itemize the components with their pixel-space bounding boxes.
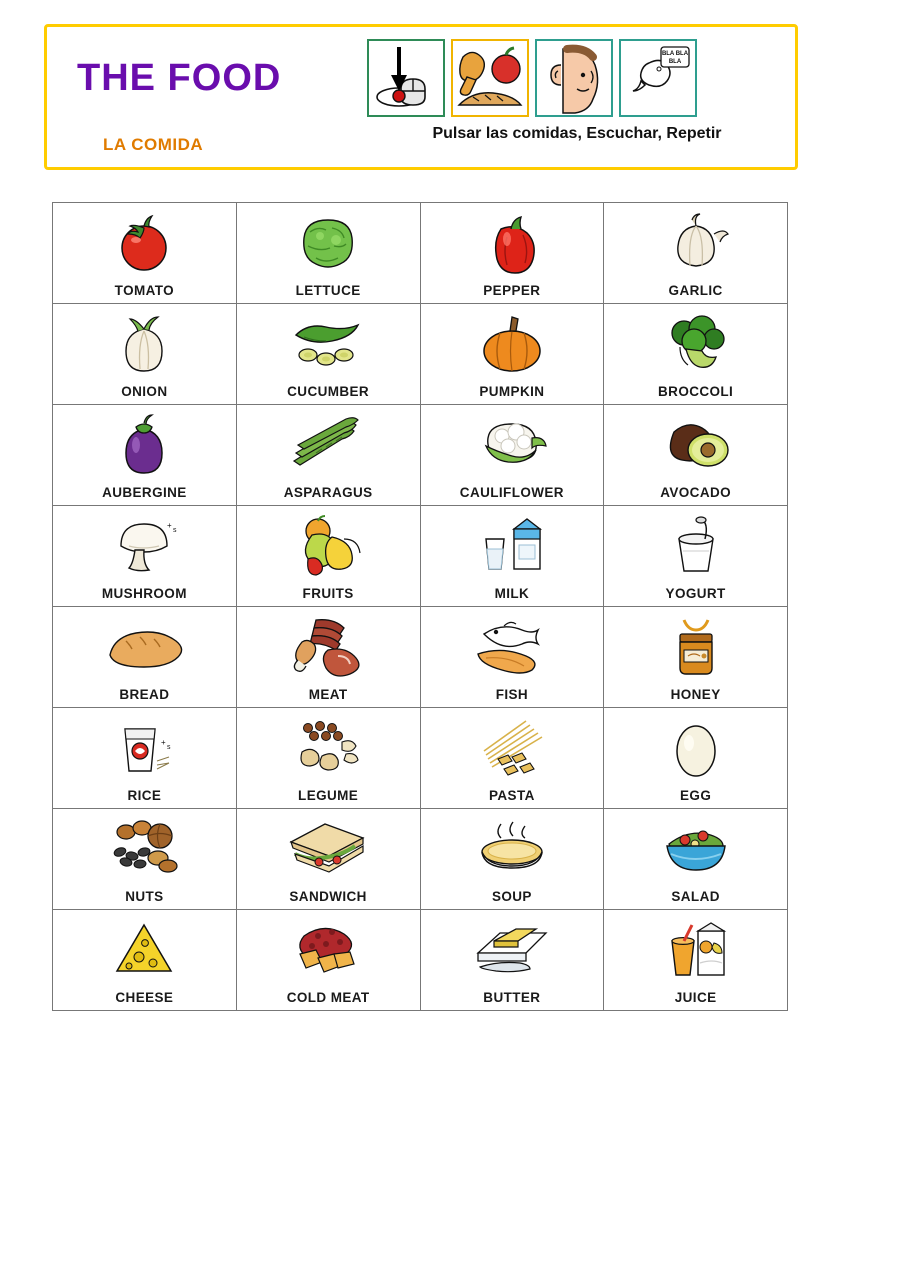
repeat-speak-icon[interactable]: [619, 39, 697, 117]
food-label: CHEESE: [115, 989, 174, 1005]
svg-text:s: s: [173, 527, 177, 535]
pasta-icon: [421, 708, 604, 789]
page-subtitle: LA COMIDA: [103, 135, 204, 154]
onion-icon: [53, 304, 236, 385]
food-cell-soup[interactable]: [421, 809, 605, 910]
fish-icon: [421, 607, 604, 688]
cold-meat-icon: [237, 910, 420, 991]
food-label: YOGURT: [665, 585, 726, 601]
food-cell-tomato[interactable]: [53, 203, 237, 304]
page-title: THE FOOD: [77, 57, 282, 99]
food-cell-honey[interactable]: [604, 607, 788, 708]
food-label: NUTS: [125, 888, 164, 904]
avocado-icon: [604, 405, 787, 486]
food-label: PUMPKIN: [479, 383, 545, 399]
food-cell-mushroom[interactable]: [53, 506, 237, 607]
rice-icon: [53, 708, 236, 789]
food-label: ASPARAGUS: [283, 484, 373, 500]
food-cell-salad[interactable]: [604, 809, 788, 910]
food-cell-juice[interactable]: [604, 910, 788, 1011]
milk-icon: [421, 506, 604, 587]
food-label: JUICE: [674, 989, 717, 1005]
food-label: AUBERGINE: [102, 484, 187, 500]
food-label: SANDWICH: [289, 888, 367, 904]
honey-icon: [604, 607, 787, 688]
nuts-icon: [53, 809, 236, 890]
juice-icon: [604, 910, 787, 991]
food-cell-pasta[interactable]: [421, 708, 605, 809]
food-cell-onion[interactable]: [53, 304, 237, 405]
food-label: FISH: [495, 686, 529, 702]
food-cell-avocado[interactable]: [604, 405, 788, 506]
salad-icon: [604, 809, 787, 890]
food-cell-egg[interactable]: [604, 708, 788, 809]
food-label: MILK: [494, 585, 530, 601]
food-label: FRUITS: [302, 585, 354, 601]
instruction-text: Pulsar las comidas, Escuchar, Repetir: [432, 125, 722, 142]
food-cell-pepper[interactable]: [421, 203, 605, 304]
food-cell-fruits[interactable]: [237, 506, 421, 607]
food-label: CAULIFLOWER: [459, 484, 564, 500]
food-label: EGG: [680, 787, 712, 803]
food-label: SOUP: [491, 888, 532, 904]
butter-icon: [421, 910, 604, 991]
food-cell-legume[interactable]: [237, 708, 421, 809]
cucumber-icon: [237, 304, 420, 385]
sandwich-icon: [237, 809, 420, 890]
food-cell-cheese[interactable]: [53, 910, 237, 1011]
food-label: BREAD: [119, 686, 170, 702]
food-label: SALAD: [671, 888, 720, 904]
food-label: GARLIC: [668, 282, 723, 298]
food-label: MUSHROOM: [101, 585, 187, 601]
food-cell-fish[interactable]: [421, 607, 605, 708]
food-label: MEAT: [308, 686, 348, 702]
food-label: BUTTER: [483, 989, 541, 1005]
header-icon-row: [367, 39, 697, 117]
food-label: PEPPER: [483, 282, 541, 298]
meat-icon: [237, 607, 420, 688]
food-label: AVOCADO: [660, 484, 732, 500]
broccoli-icon: [604, 304, 787, 385]
aubergine-icon: [53, 405, 236, 486]
food-cell-bread[interactable]: [53, 607, 237, 708]
svg-text:s: s: [167, 744, 171, 752]
mouse-click-icon[interactable]: [367, 39, 445, 117]
food-cell-butter[interactable]: [421, 910, 605, 1011]
food-cell-nuts[interactable]: [53, 809, 237, 910]
legume-icon: [237, 708, 420, 789]
food-cell-lettuce[interactable]: [237, 203, 421, 304]
listen-ear-icon[interactable]: [535, 39, 613, 117]
asparagus-icon: [237, 405, 420, 486]
header-banner: [44, 24, 798, 170]
garlic-icon: [604, 203, 787, 284]
lettuce-icon: [237, 203, 420, 284]
food-label: HONEY: [670, 686, 721, 702]
food-label: CUCUMBER: [287, 383, 370, 399]
mushroom-icon: [53, 506, 236, 587]
food-label: PASTA: [489, 787, 535, 803]
food-cell-cucumber[interactable]: [237, 304, 421, 405]
food-cell-yogurt[interactable]: [604, 506, 788, 607]
svg-text:BLA BLA: BLA BLA: [661, 51, 689, 57]
fruits-icon: [237, 506, 420, 587]
food-cell-milk[interactable]: [421, 506, 605, 607]
food-label: LETTUCE: [295, 282, 361, 298]
pepper-icon: [421, 203, 604, 284]
cheese-icon: [53, 910, 236, 991]
food-label: COLD MEAT: [286, 989, 370, 1005]
soup-icon: [421, 809, 604, 890]
food-cell-rice[interactable]: [53, 708, 237, 809]
food-grid: [52, 202, 788, 1011]
food-cell-sandwich[interactable]: [237, 809, 421, 910]
food-label: RICE: [127, 787, 162, 803]
svg-text:+: +: [161, 738, 167, 748]
food-cell-broccoli[interactable]: [604, 304, 788, 405]
yogurt-icon: [604, 506, 787, 587]
food-cell-pumpkin[interactable]: [421, 304, 605, 405]
food-cell-asparagus[interactable]: [237, 405, 421, 506]
food-cell-garlic[interactable]: [604, 203, 788, 304]
svg-text:+: +: [167, 521, 173, 531]
cauliflower-icon: [421, 405, 604, 486]
food-items-icon[interactable]: [451, 39, 529, 117]
food-label: LEGUME: [298, 787, 359, 803]
food-cell-cold-meat[interactable]: [237, 910, 421, 1011]
food-label: TOMATO: [114, 282, 175, 298]
svg-text:BLA: BLA: [668, 59, 682, 65]
food-label: ONION: [121, 383, 168, 399]
food-cell-cauliflower[interactable]: [421, 405, 605, 506]
tomato-icon: [53, 203, 236, 284]
food-cell-meat[interactable]: [237, 607, 421, 708]
food-label: BROCCOLI: [658, 383, 734, 399]
food-cell-aubergine[interactable]: [53, 405, 237, 506]
egg-icon: [604, 708, 787, 789]
pumpkin-icon: [421, 304, 604, 385]
bread-icon: [53, 607, 236, 688]
